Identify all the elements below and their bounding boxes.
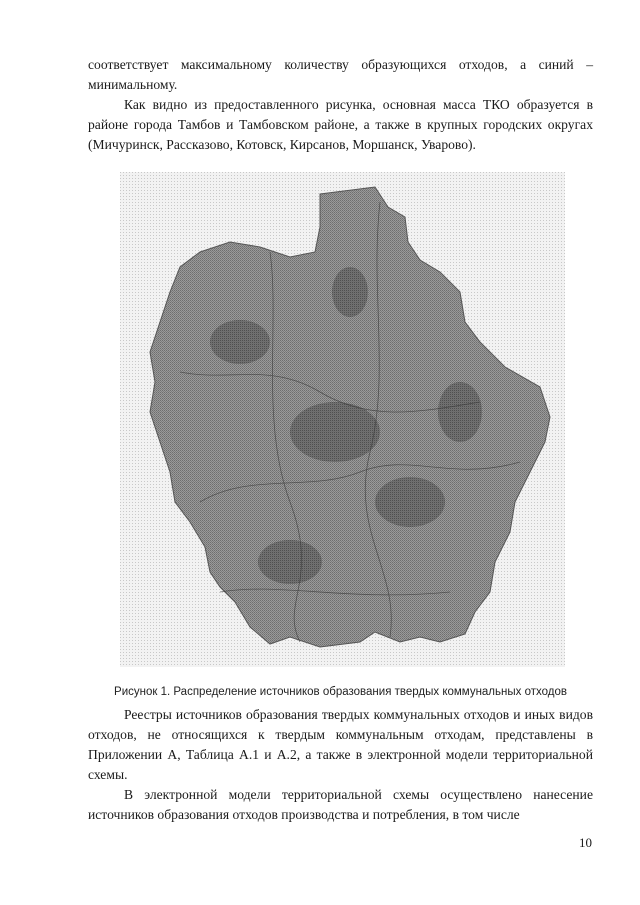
density-zone <box>290 402 380 462</box>
page-number: 10 <box>579 835 592 850</box>
region-density-map <box>120 172 565 667</box>
paragraph-electronic-model: В электронной модели территориальной схемы осуществлено нанесение источников образования отходов производства и потребления, в том числе <box>88 787 593 822</box>
density-zone <box>332 267 368 317</box>
paragraph-tko-distribution: Как видно из предоставленного рисунка, основная масса ТКО образуется в районе города Тамбов и Тамбовском районе, а также в крупных городских округах (Мичуринск, Рассказово, Котовск, Кирсанов, Моршанск, Уварово). <box>88 97 593 152</box>
density-zone <box>210 320 270 364</box>
paragraph-registries: Реестры источников образования твердых коммунальных отходов и иных видов отходов, не относящихся к твердым коммунальным отходам, представлены в Приложении А, Таблица А.1 и А.2, а также в электронной модели территориальной схемы. <box>88 707 593 782</box>
map-figure <box>120 172 565 667</box>
density-zone <box>375 477 445 527</box>
figure-caption: Рисунок 1. Распределение источников образования твердых коммунальных отходов <box>114 686 567 698</box>
density-zone <box>438 382 482 442</box>
paragraph-continuation: соответствует максимальному количеству образующихся отходов, а синий – минимальному. <box>88 57 593 92</box>
density-zone <box>258 540 322 584</box>
